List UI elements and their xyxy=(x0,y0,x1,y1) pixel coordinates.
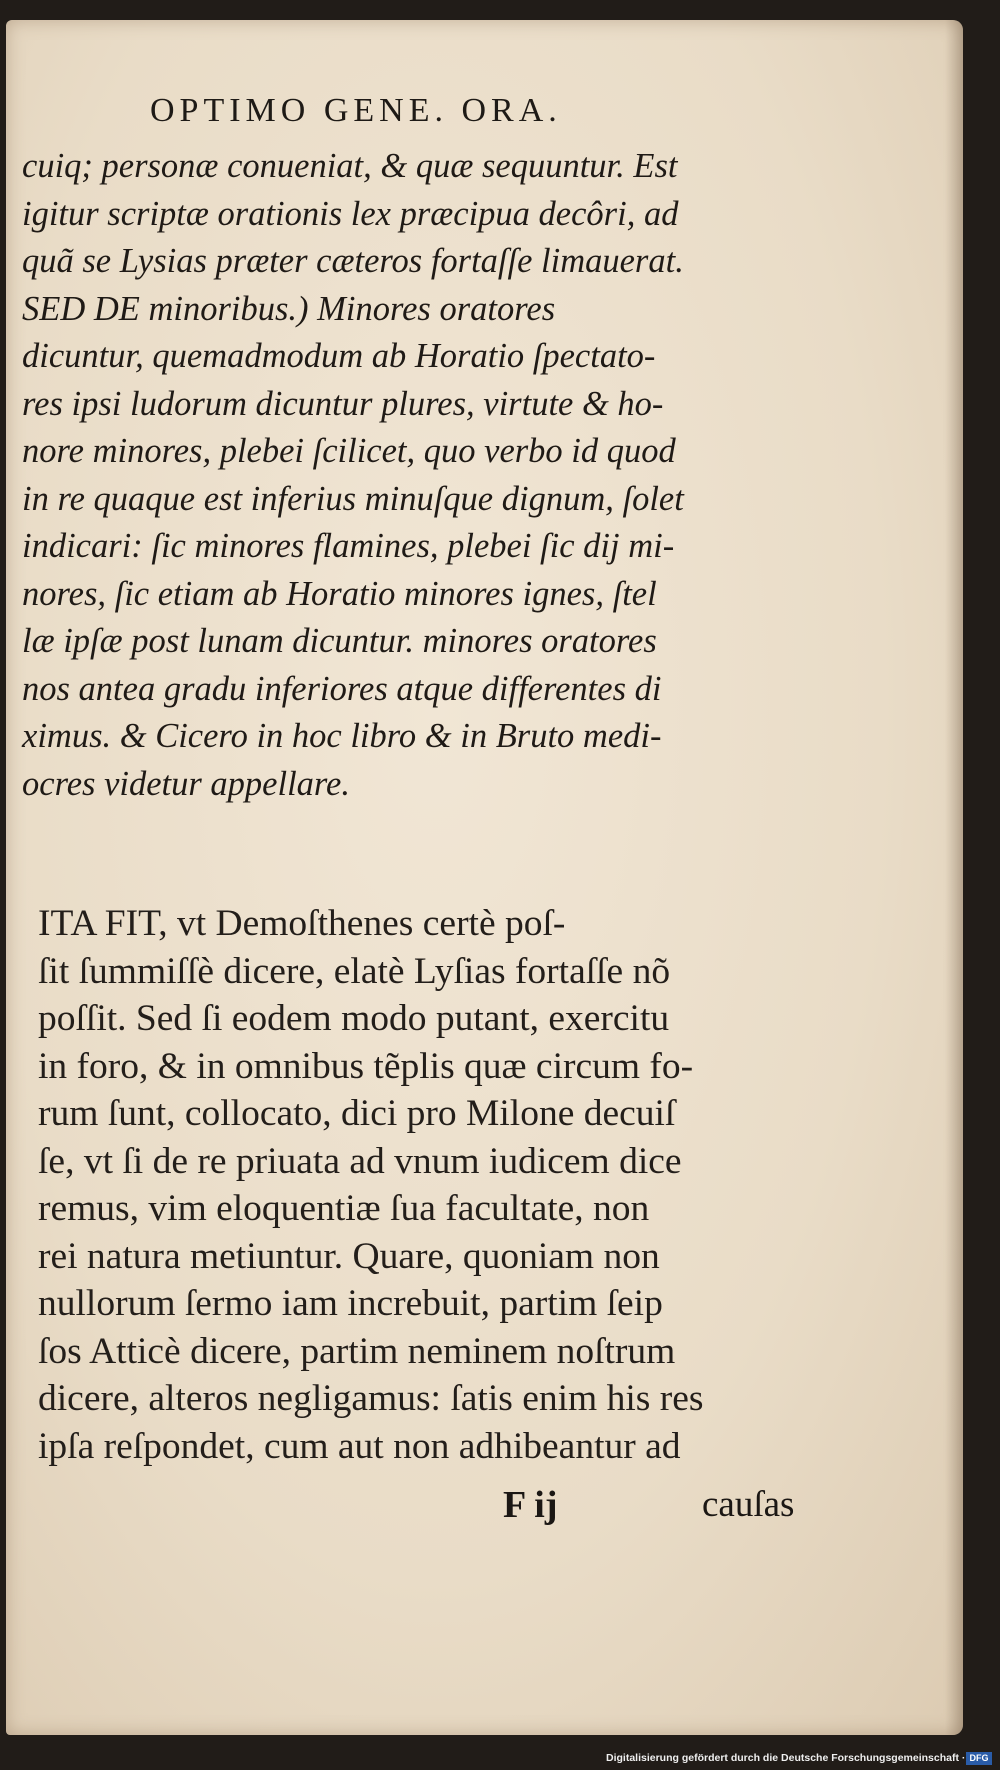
commentary-line: nos antea gradu inferiores atque differentes di xyxy=(22,669,662,708)
main-text-line: poſſit. Sed ſi eodem modo putant, exercitu xyxy=(38,998,670,1039)
main-text-line: ſos Atticè dicere, partim neminem noſtrum xyxy=(38,1330,676,1372)
main-text-block xyxy=(38,900,818,1470)
digitization-footer: Digitalisierung gefördert durch die Deutsche Forschungsgemeinschaft · xyxy=(606,1752,966,1764)
signature-mark: F ij xyxy=(503,1484,558,1526)
commentary-line: res ipsi ludorum dicuntur plures, virtute & ho- xyxy=(22,384,664,423)
commentary-line: cuiq; personæ conueniat, & quæ sequuntur. Est xyxy=(22,147,678,185)
commentary-line: læ ipſæ post lunam dicuntur. minores oratores xyxy=(22,622,657,660)
main-text-line: remus, vim eloquentiæ ſua facultate, non xyxy=(38,1188,650,1229)
main-text-line: nullorum ſermo iam increbuit, partim ſeip xyxy=(38,1283,663,1324)
commentary-line: igitur scriptæ orationis lex præcipua decôri, ad xyxy=(22,194,679,233)
catchword: cauſas xyxy=(702,1484,795,1525)
commentary-line: in re quaque est inferius minuſque dignum, ſolet xyxy=(22,479,684,518)
main-text-line: ipſa reſpondet, cum aut non adhibeantur ad xyxy=(38,1425,681,1467)
commentary-block xyxy=(22,143,812,808)
commentary-line: SED DE minoribus.) Minores oratores xyxy=(22,289,556,328)
main-text-line: rei natura metiuntur. Quare, quoniam non xyxy=(38,1235,660,1277)
main-text-line: ſe, vt ſi de re priuata ad vnum iudicem dice xyxy=(38,1140,682,1182)
main-text-line: in foro, & in omnibus tẽplis quæ circum fo- xyxy=(38,1045,694,1087)
running-head: OPTIMO GENE. ORA. xyxy=(150,92,562,129)
main-text-line: rum ſunt, collocato, dici pro Milone decuiſ xyxy=(38,1093,676,1134)
commentary-line: dicuntur, quemadmodum ab Horatio ſpectato- xyxy=(22,337,656,375)
dfg-logo[interactable]: DFG xyxy=(966,1752,992,1765)
commentary-line: ximus. & Cicero in hoc libro & in Bruto medi- xyxy=(22,717,662,755)
commentary-line: indicari: ſic minores flamines, plebei ſic dij mi- xyxy=(22,527,675,565)
main-text-line: dicere, alteros negligamus: ſatis enim his res xyxy=(38,1378,704,1419)
commentary-line: ocres videtur appellare. xyxy=(22,764,350,803)
main-text-line: ſit ſummiſſè dicere, elatè Lyſias fortaſſe nõ xyxy=(38,950,671,992)
commentary-line: nore minores, plebei ſcilicet, quo verbo id quod xyxy=(22,432,676,470)
commentary-line: quã se Lysias præter cæteros fortaſſe limauerat. xyxy=(22,242,684,280)
page-edge-shadow xyxy=(945,20,963,1735)
commentary-line: nores, ſic etiam ab Horatio minores ignes, ſtel xyxy=(22,574,657,613)
main-text-line: ITA FIT, vt Demoſthenes certè poſ- xyxy=(38,903,566,944)
